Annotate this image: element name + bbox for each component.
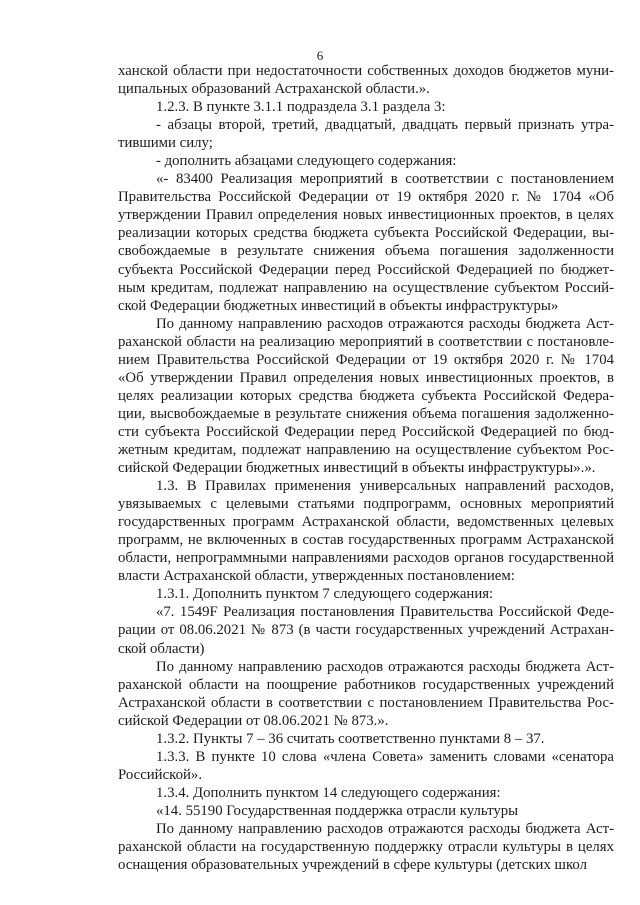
paragraph — [118, 477, 614, 585]
text-line: сийской Федерации от 08.06.2021 № 873.». — [118, 712, 389, 729]
text-line: свобождаемые в результате снижения объема погашения задолженности — [118, 243, 614, 260]
text-line: По данному направлению расходов отражаются расходы бюджета Аст- — [156, 820, 614, 837]
text-line: ской области) — [118, 640, 205, 657]
text-line: тившими силу; — [118, 135, 213, 152]
paragraph — [118, 603, 614, 657]
paragraph — [118, 658, 614, 730]
paragraph — [118, 315, 614, 477]
paragraph — [118, 116, 614, 152]
text-line: По данному направлению расходов отражаются расходы бюджета Аст- — [156, 315, 614, 332]
text-line: ным кредитам, подлежат направлению на осуществление субъектом Россий- — [118, 279, 614, 296]
text-line: сийской Федерации бюджетных инвестиций в объекты инфраструктуры».». — [118, 460, 596, 477]
text-line: 1.2.3. В пункте 3.1.1 подраздела 3.1 раздела 3: — [156, 99, 446, 116]
paragraph — [118, 820, 614, 874]
text-line: 1.3.3. В пункте 10 слова «члена Совета» заменить словами «сенатора — [156, 748, 614, 765]
text-line: раханской области на государственную поддержку отрасли культуры в целях — [118, 839, 614, 856]
text-line: субъекта Российской Федерации перед Российской Федерацией по бюджет- — [118, 261, 614, 278]
text-line: ской Федерации бюджетных инвестиций в объекты инфраструктуры» — [118, 297, 559, 314]
text-line: программ, не включенных в состав государственных программ Астраханской — [118, 532, 614, 549]
document-body — [118, 62, 614, 874]
text-line: оснащения образовательных учреждений в сфере культуры (детских школ — [118, 857, 587, 874]
text-line: увязываемых с целевыми статьями подпрограмм, основных мероприятий — [118, 496, 614, 513]
text-line: целях реализации которых средства бюджета субъекта Российской Федера- — [118, 387, 614, 404]
paragraph — [118, 62, 614, 98]
page-number: 6 — [316, 48, 324, 63]
text-line: реализации которых средства бюджета субъекта Российской Федерации, вы- — [118, 225, 614, 242]
text-line: власти Астраханской области, утвержденных постановлением: — [118, 568, 515, 585]
text-line: «- 83400 Реализация мероприятий в соответствии с постановлением — [156, 171, 614, 188]
paragraph — [118, 585, 614, 603]
text-line: ции, высвобождаемые в результате снижения объема погашения задолженно- — [118, 405, 614, 422]
text-line: ханской области при недостаточности собственных доходов бюджетов муни- — [118, 63, 614, 79]
text-line: области, непрограммными направлениями расходов органов государственной — [118, 550, 614, 567]
paragraph — [118, 730, 614, 748]
text-line: раханской области на поощрение работников государственных учреждений — [118, 676, 614, 693]
text-line: «14. 55190 Государственная поддержка отрасли культуры — [156, 802, 519, 819]
text-line: - абзацы второй, третий, двадцатый, двадцать первый признать утра- — [156, 117, 614, 134]
paragraph — [118, 170, 614, 314]
text-line: государственных программ Астраханской области, ведомственных целевых — [118, 514, 614, 531]
text-line: нием Правительства Российской Федерации от 19 октября 2020 г. № 1704 — [118, 351, 614, 368]
text-line: рации от 08.06.2021 № 873 (в части государственных учреждений Астрахан- — [118, 622, 614, 639]
text-line: - дополнить абзацами следующего содержания: — [156, 153, 457, 170]
paragraph — [118, 152, 614, 170]
text-line: «Об утверждении Правил определения новых инвестиционных проектов, в — [118, 369, 614, 386]
paragraph — [118, 748, 614, 784]
text-line: раханской области на реализацию мероприятий в соответствии с постановле- — [118, 333, 614, 350]
text-line: 1.3. В Правилах применения универсальных направлений расходов, — [156, 478, 614, 495]
text-line: 1.3.2. Пункты 7 – 36 считать соответственно пунктами 8 – 37. — [156, 730, 545, 747]
paragraph — [118, 802, 614, 820]
text-line: По данному направлению расходов отражаются расходы бюджета Аст- — [156, 658, 614, 675]
text-line: Астраханской области в соответствии с постановлением Правительства Рос- — [118, 694, 614, 711]
text-line: Российской». — [118, 766, 203, 783]
text-line: 1.3.1. Дополнить пунктом 7 следующего содержания: — [156, 586, 494, 603]
text-line: ципальных образований Астраханской области.». — [118, 81, 430, 98]
text-line: 1.3.4. Дополнить пунктом 14 следующего содержания: — [156, 784, 501, 801]
text-line: жетным кредитам, подлежат направлению на осуществление субъектом Рос- — [118, 441, 614, 458]
text-line: «7. 1549F Реализация постановления Правительства Российской Феде- — [156, 604, 614, 621]
text-line: Правительства Российской Федерации от 19 октября 2020 г. № 1704 «Об — [118, 189, 614, 206]
paragraph — [118, 98, 614, 116]
text-line: утверждении Правил определения новых инвестиционных проектов, в целях — [118, 207, 614, 224]
text-line: сти субъекта Российской Федерации перед Российской Федерацией по бюд- — [118, 423, 614, 440]
paragraph — [118, 784, 614, 802]
